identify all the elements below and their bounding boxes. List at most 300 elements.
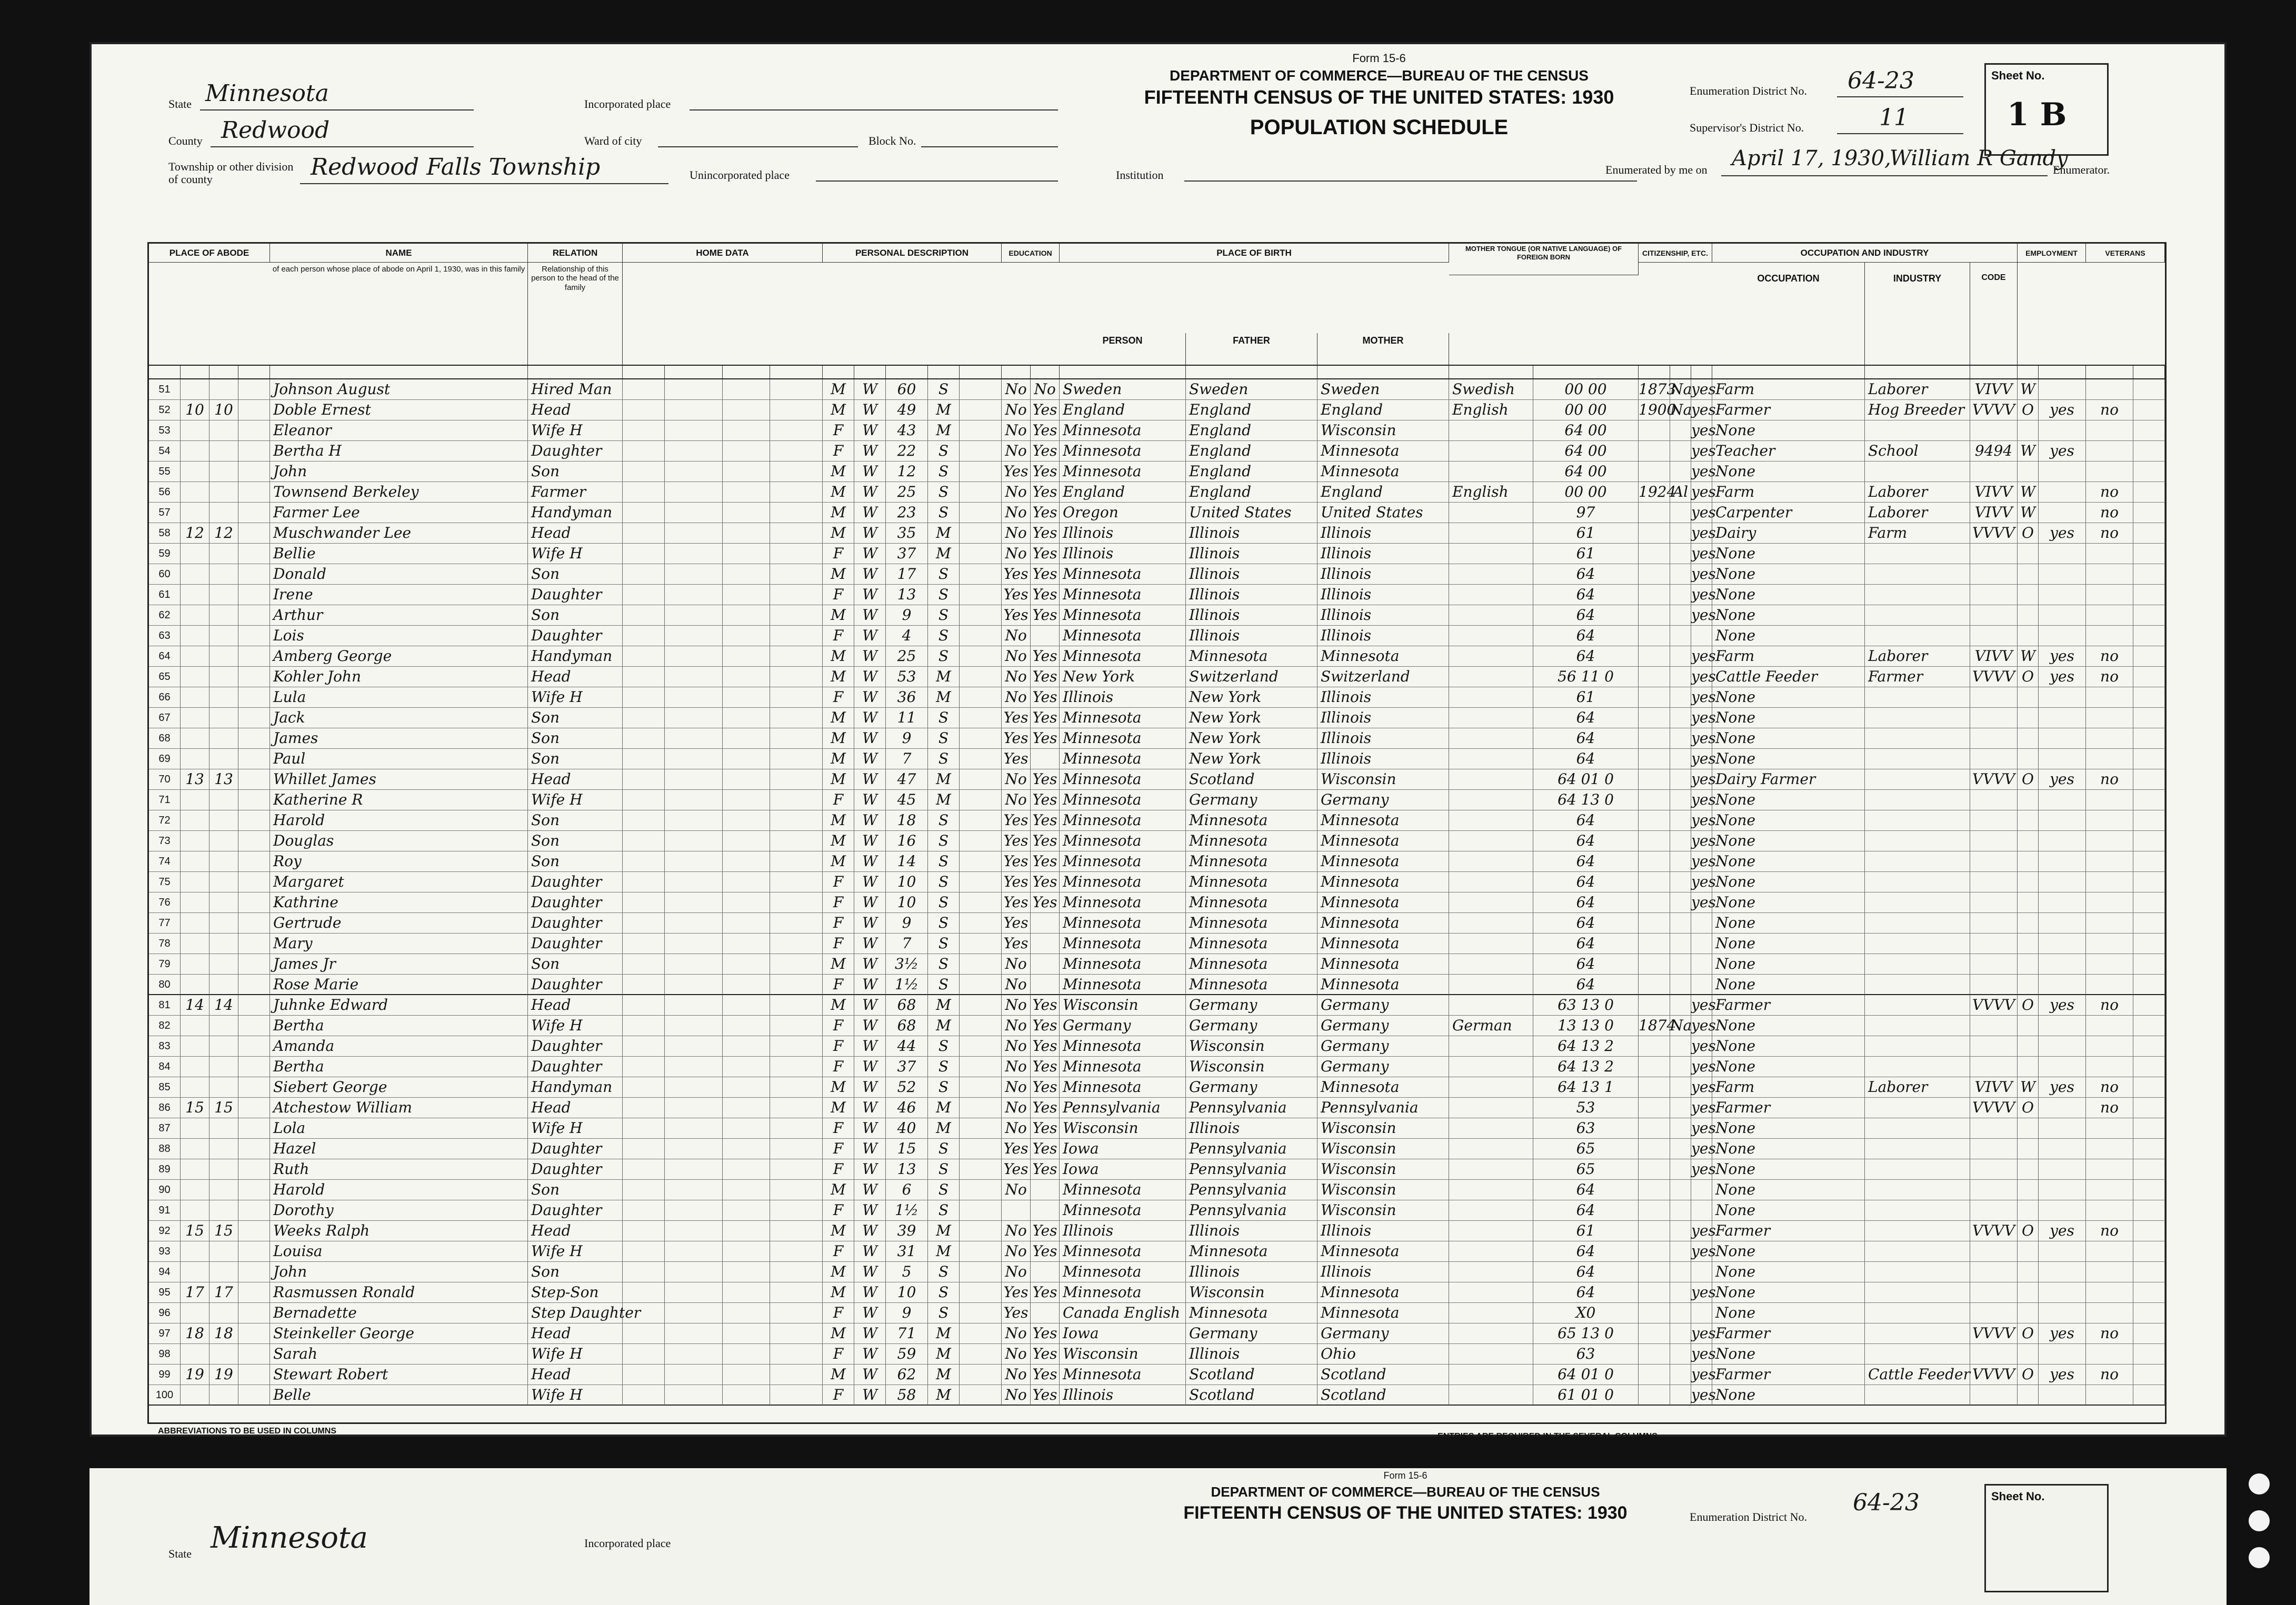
birth-code-cell: 63 13 0 bbox=[1533, 995, 1639, 1015]
industry-cell: Laborer bbox=[1865, 503, 1970, 523]
empty-cell bbox=[970, 934, 1002, 954]
school-cell: Yes bbox=[1002, 851, 1031, 871]
sex-cell: M bbox=[823, 728, 854, 748]
occupation-cell: Farmer bbox=[1712, 1098, 1865, 1118]
age-cell: 1½ bbox=[886, 1200, 928, 1220]
mother-birthplace-cell: Illinois bbox=[1317, 728, 1449, 748]
employed-cell bbox=[2039, 1057, 2086, 1077]
immigration-year-cell bbox=[1639, 934, 1670, 954]
race-cell: W bbox=[854, 892, 886, 912]
read-write-cell: Yes bbox=[1031, 728, 1060, 748]
class-of-worker-cell bbox=[2018, 1344, 2039, 1364]
relation-cell: Handyman bbox=[528, 503, 623, 523]
person-name-cell: James Jr bbox=[270, 954, 528, 974]
father-birthplace-cell: Pennsylvania bbox=[1186, 1200, 1317, 1220]
column-number-cell bbox=[528, 366, 623, 378]
sex-cell: F bbox=[823, 420, 854, 440]
employed-cell bbox=[2039, 1262, 2086, 1282]
empty-cell bbox=[723, 605, 770, 625]
line-number-cell: 92 bbox=[149, 1221, 181, 1241]
empty-cell bbox=[238, 1180, 270, 1200]
speaks-english-cell: yes bbox=[1691, 420, 1712, 440]
person-name-cell: Doble Ernest bbox=[270, 400, 528, 420]
father-birthplace-cell: Minnesota bbox=[1186, 934, 1317, 954]
empty-cell bbox=[623, 1323, 665, 1343]
empty-cell bbox=[2133, 1344, 2165, 1364]
empty-cell bbox=[2133, 564, 2165, 584]
dwelling-number-cell bbox=[181, 892, 209, 912]
school-cell: Yes bbox=[1002, 1303, 1031, 1323]
school-cell: Yes bbox=[1002, 708, 1031, 728]
empty-cell bbox=[623, 1241, 665, 1261]
person-name-cell: Whillet James bbox=[270, 769, 528, 789]
class-of-worker-cell bbox=[2018, 544, 2039, 564]
school-cell: No bbox=[1002, 482, 1031, 502]
immigration-year-cell bbox=[1639, 1241, 1670, 1261]
block-label: Block No. bbox=[869, 134, 916, 147]
birthplace-cell: Minnesota bbox=[1060, 913, 1186, 933]
birthplace-cell: Minnesota bbox=[1060, 728, 1186, 748]
mother-tongue-cell bbox=[1449, 954, 1533, 974]
line-number-cell: 66 bbox=[149, 687, 181, 707]
column-number-cell bbox=[2133, 366, 2165, 378]
line-number-cell: 52 bbox=[149, 400, 181, 420]
empty-cell bbox=[723, 769, 770, 789]
line-number-cell: 56 bbox=[149, 482, 181, 502]
industry-column: INDUSTRY bbox=[1865, 263, 1970, 365]
naturalization-cell: Na bbox=[1670, 379, 1691, 399]
immigration-year-cell bbox=[1639, 708, 1670, 728]
dwelling-number-cell: 17 bbox=[181, 1282, 209, 1302]
mother-tongue-cell bbox=[1449, 1036, 1533, 1056]
age-cell: 25 bbox=[886, 646, 928, 666]
empty-cell bbox=[238, 646, 270, 666]
empty-cell bbox=[238, 564, 270, 584]
read-write-cell: Yes bbox=[1031, 420, 1060, 440]
race-cell: W bbox=[854, 441, 886, 461]
immigration-year-cell bbox=[1639, 462, 1670, 482]
enum-district-value: 64-23 bbox=[1848, 67, 1914, 94]
sex-cell: M bbox=[823, 379, 854, 399]
person-name-cell: Dorothy bbox=[270, 1200, 528, 1220]
race-cell: W bbox=[854, 749, 886, 769]
empty-cell bbox=[2133, 400, 2165, 420]
empty-cell bbox=[623, 523, 665, 543]
mother-birthplace-cell: Minnesota bbox=[1317, 913, 1449, 933]
age-cell: 62 bbox=[886, 1365, 928, 1385]
empty-cell bbox=[238, 1016, 270, 1036]
empty-cell bbox=[623, 769, 665, 789]
class-of-worker-cell bbox=[2018, 851, 2039, 871]
read-write-cell: Yes bbox=[1031, 1221, 1060, 1241]
class-of-worker-cell bbox=[2018, 605, 2039, 625]
entries-title: ENTRIES ARE REQUIRED IN THE SEVERAL COLUMNS AS FOLLOWS: bbox=[1438, 1432, 1658, 1451]
empty-cell bbox=[723, 1385, 770, 1405]
race-cell: W bbox=[854, 687, 886, 707]
immigration-year-cell bbox=[1639, 1344, 1670, 1364]
occupation-cell: None bbox=[1712, 872, 1865, 892]
mother-birthplace-cell: Wisconsin bbox=[1317, 1180, 1449, 1200]
speaks-english-cell: yes bbox=[1691, 1344, 1712, 1364]
class-of-worker-cell bbox=[2018, 1303, 2039, 1323]
relation-cell: Head bbox=[528, 523, 623, 543]
mother-birthplace-cell: Minnesota bbox=[1317, 851, 1449, 871]
empty-cell bbox=[238, 954, 270, 974]
speaks-english-cell: yes bbox=[1691, 564, 1712, 584]
sheet-number-box bbox=[1984, 63, 2109, 156]
empty-cell bbox=[775, 400, 823, 420]
relation-cell: Son bbox=[528, 1262, 623, 1282]
empty-cell bbox=[775, 523, 823, 543]
father-birthplace-cell: Wisconsin bbox=[1186, 1057, 1317, 1077]
empty-cell bbox=[2133, 975, 2165, 995]
birth-code-cell: 64 bbox=[1533, 564, 1639, 584]
empty-cell bbox=[970, 975, 1002, 995]
line-number-cell: 94 bbox=[149, 1262, 181, 1282]
sex-cell: M bbox=[823, 831, 854, 851]
naturalization-cell bbox=[1670, 1200, 1691, 1220]
table-row bbox=[149, 1262, 2165, 1282]
industry-cell: Farm bbox=[1865, 523, 1970, 543]
empty-cell bbox=[970, 544, 1002, 564]
empty-cell bbox=[238, 749, 270, 769]
naturalization-cell bbox=[1670, 934, 1691, 954]
industry-cell bbox=[1865, 1282, 1970, 1302]
empty-cell bbox=[623, 1016, 665, 1036]
line-number-cell: 89 bbox=[149, 1159, 181, 1179]
industry-cell bbox=[1865, 585, 1970, 605]
empty-cell bbox=[723, 1323, 770, 1343]
dwelling-number-cell: 13 bbox=[181, 769, 209, 789]
marital-status-cell: M bbox=[928, 687, 960, 707]
sex-cell: F bbox=[823, 626, 854, 646]
father-birthplace-cell: Scotland bbox=[1186, 769, 1317, 789]
veteran-cell bbox=[2086, 1344, 2133, 1364]
industry-cell bbox=[1865, 1180, 1970, 1200]
naturalization-cell bbox=[1670, 1221, 1691, 1241]
school-cell: No bbox=[1002, 646, 1031, 666]
race-cell: W bbox=[854, 1282, 886, 1302]
table-row bbox=[149, 995, 2165, 1016]
employed-cell bbox=[2039, 749, 2086, 769]
family-number-cell bbox=[209, 831, 238, 851]
birthplace-cell: Minnesota bbox=[1060, 934, 1186, 954]
empty-cell bbox=[2133, 1098, 2165, 1118]
employed-cell bbox=[2039, 1180, 2086, 1200]
empty-cell bbox=[970, 1303, 1002, 1323]
birthplace-cell: Minnesota bbox=[1060, 1077, 1186, 1097]
table-row bbox=[149, 1200, 2165, 1221]
mother-tongue-cell bbox=[1449, 1282, 1533, 1302]
column-number-cell bbox=[1712, 366, 1865, 378]
mother-birthplace-cell: Germany bbox=[1317, 1016, 1449, 1036]
occupation-code-cell bbox=[1970, 605, 2018, 625]
birthplace-cell: Minnesota bbox=[1060, 975, 1186, 995]
occupation-code-cell: VIVV bbox=[1970, 503, 2018, 523]
birthplace-cell: Minnesota bbox=[1060, 585, 1186, 605]
empty-cell bbox=[623, 913, 665, 933]
race-cell: W bbox=[854, 379, 886, 399]
dwelling-number-cell bbox=[181, 954, 209, 974]
empty-cell bbox=[775, 687, 823, 707]
employed-cell bbox=[2039, 1282, 2086, 1302]
person-name-cell: Douglas bbox=[270, 831, 528, 851]
veteran-cell bbox=[2086, 687, 2133, 707]
column-number-cell bbox=[928, 366, 960, 378]
class-of-worker-cell: O bbox=[2018, 1365, 2039, 1385]
empty-cell bbox=[238, 544, 270, 564]
family-number-cell bbox=[209, 1200, 238, 1220]
dwelling-number-cell bbox=[181, 1159, 209, 1179]
birth-code-cell: 65 13 0 bbox=[1533, 1323, 1639, 1343]
speaks-english-cell: yes bbox=[1691, 831, 1712, 851]
empty-cell bbox=[665, 1098, 723, 1118]
form-number: Form 15-6 bbox=[1352, 52, 1406, 65]
sex-cell: F bbox=[823, 872, 854, 892]
age-cell: 11 bbox=[886, 708, 928, 728]
school-cell: Yes bbox=[1002, 728, 1031, 748]
occupation-code-cell bbox=[1970, 564, 2018, 584]
race-cell: W bbox=[854, 1385, 886, 1405]
empty-cell bbox=[775, 1098, 823, 1118]
occupation-cell: None bbox=[1712, 1241, 1865, 1261]
mother-tongue-cell bbox=[1449, 564, 1533, 584]
immigration-year-cell bbox=[1639, 851, 1670, 871]
empty-cell bbox=[723, 995, 770, 1015]
birth-code-cell: 64 bbox=[1533, 954, 1639, 974]
empty-cell bbox=[665, 462, 723, 482]
line-number-cell: 100 bbox=[149, 1385, 181, 1405]
empty-cell bbox=[970, 1241, 1002, 1261]
father-birthplace-cell: England bbox=[1186, 400, 1317, 420]
employed-cell: yes bbox=[2039, 667, 2086, 687]
sex-cell: M bbox=[823, 1221, 854, 1241]
family-number-cell: 10 bbox=[209, 400, 238, 420]
relation-cell: Step Daughter bbox=[528, 1303, 623, 1323]
empty-cell bbox=[970, 1036, 1002, 1056]
empty-cell bbox=[665, 1241, 723, 1261]
industry-cell bbox=[1865, 728, 1970, 748]
empty-cell bbox=[238, 1221, 270, 1241]
mother-tongue-cell bbox=[1449, 1262, 1533, 1282]
empty-cell bbox=[775, 851, 823, 871]
school-cell: No bbox=[1002, 1098, 1031, 1118]
read-write-cell: Yes bbox=[1031, 769, 1060, 789]
column-number-cell bbox=[2039, 366, 2086, 378]
father-birthplace-cell: Germany bbox=[1186, 1323, 1317, 1343]
employed-cell bbox=[2039, 687, 2086, 707]
group-employment: EMPLOYMENT bbox=[2018, 244, 2086, 263]
empty-cell bbox=[238, 1077, 270, 1097]
race-cell: W bbox=[854, 523, 886, 543]
employed-cell: yes bbox=[2039, 1077, 2086, 1097]
empty-cell bbox=[775, 1118, 823, 1138]
age-cell: 59 bbox=[886, 1344, 928, 1364]
empty-cell bbox=[2133, 544, 2165, 564]
speaks-english-cell: yes bbox=[1691, 1159, 1712, 1179]
marital-status-cell: S bbox=[928, 810, 960, 830]
empty-cell bbox=[238, 1159, 270, 1179]
mother-column: MOTHER bbox=[1317, 333, 1449, 365]
empty-cell bbox=[238, 1385, 270, 1405]
empty-cell bbox=[970, 1282, 1002, 1302]
immigration-year-cell bbox=[1639, 1057, 1670, 1077]
empty-cell bbox=[238, 1057, 270, 1077]
sex-cell: M bbox=[823, 954, 854, 974]
marital-status-cell: M bbox=[928, 769, 960, 789]
relation-cell: Son bbox=[528, 1180, 623, 1200]
speaks-english-cell bbox=[1691, 626, 1712, 646]
race-cell: W bbox=[854, 420, 886, 440]
occupation-cell: None bbox=[1712, 564, 1865, 584]
line-number-cell: 65 bbox=[149, 667, 181, 687]
veteran-cell bbox=[2086, 379, 2133, 399]
empty-cell bbox=[970, 913, 1002, 933]
column-number-cell bbox=[854, 366, 886, 378]
read-write-cell: Yes bbox=[1031, 1344, 1060, 1364]
sheet-label: Sheet No. bbox=[1991, 69, 2045, 82]
sex-cell: M bbox=[823, 667, 854, 687]
enumerator-name: William R Gandy bbox=[1890, 146, 2068, 170]
immigration-year-cell bbox=[1639, 749, 1670, 769]
veteran-cell bbox=[2086, 913, 2133, 933]
empty-cell bbox=[775, 1385, 823, 1405]
age-cell: 60 bbox=[886, 379, 928, 399]
birthplace-cell: Minnesota bbox=[1060, 892, 1186, 912]
father-birthplace-cell: Minnesota bbox=[1186, 975, 1317, 995]
mother-birthplace-cell: Illinois bbox=[1317, 708, 1449, 728]
school-cell: No bbox=[1002, 1118, 1031, 1138]
line-number-cell: 95 bbox=[149, 1282, 181, 1302]
veteran-cell bbox=[2086, 564, 2133, 584]
line-number-cell: 82 bbox=[149, 1016, 181, 1036]
line-number-cell: 67 bbox=[149, 708, 181, 728]
birthplace-cell: Iowa bbox=[1060, 1323, 1186, 1343]
employed-cell bbox=[2039, 1385, 2086, 1405]
birth-code-cell: 64 13 0 bbox=[1533, 790, 1639, 810]
empty-cell bbox=[665, 892, 723, 912]
school-cell: Yes bbox=[1002, 462, 1031, 482]
speaks-english-cell: yes bbox=[1691, 749, 1712, 769]
empty-cell bbox=[238, 769, 270, 789]
dwelling-number-cell bbox=[181, 1344, 209, 1364]
speaks-english-cell: yes bbox=[1691, 708, 1712, 728]
dwelling-number-cell bbox=[181, 1180, 209, 1200]
empty-cell bbox=[723, 1118, 770, 1138]
mother-birthplace-cell: Switzerland bbox=[1317, 667, 1449, 687]
empty-cell bbox=[2133, 913, 2165, 933]
occupation-cell: None bbox=[1712, 1159, 1865, 1179]
mother-tongue-cell bbox=[1449, 1241, 1533, 1261]
occupation-code-cell bbox=[1970, 728, 2018, 748]
race-cell: W bbox=[854, 1344, 886, 1364]
empty-cell bbox=[723, 1262, 770, 1282]
naturalization-cell bbox=[1670, 831, 1691, 851]
empty-cell bbox=[238, 523, 270, 543]
empty-cell bbox=[970, 605, 1002, 625]
empty-cell bbox=[665, 872, 723, 892]
read-write-cell: Yes bbox=[1031, 687, 1060, 707]
employed-cell: yes bbox=[2039, 995, 2086, 1015]
occupation-cell: None bbox=[1712, 1016, 1865, 1036]
marital-status-cell: S bbox=[928, 954, 960, 974]
class-of-worker-cell bbox=[2018, 831, 2039, 851]
empty-cell bbox=[665, 1323, 723, 1343]
veteran-cell bbox=[2086, 1385, 2133, 1405]
speaks-english-cell: yes bbox=[1691, 523, 1712, 543]
occupation-code-cell bbox=[1970, 810, 2018, 830]
mother-birthplace-cell: Germany bbox=[1317, 995, 1449, 1015]
mother-birthplace-cell: Illinois bbox=[1317, 523, 1449, 543]
table-row bbox=[149, 400, 2165, 420]
mother-tongue-cell bbox=[1449, 790, 1533, 810]
empty-cell bbox=[775, 564, 823, 584]
mother-tongue-cell bbox=[1449, 585, 1533, 605]
marital-status-cell: S bbox=[928, 1303, 960, 1323]
race-cell: W bbox=[854, 831, 886, 851]
family-number-cell bbox=[209, 1077, 238, 1097]
class-of-worker-cell bbox=[2018, 1139, 2039, 1159]
person-name-cell: Mary bbox=[270, 934, 528, 954]
mother-birthplace-cell: Illinois bbox=[1317, 749, 1449, 769]
family-number-cell bbox=[209, 1180, 238, 1200]
empty-cell bbox=[2133, 1036, 2165, 1056]
birthplace-cell: Minnesota bbox=[1060, 1180, 1186, 1200]
father-birthplace-cell: Wisconsin bbox=[1186, 1282, 1317, 1302]
relation-cell: Daughter bbox=[528, 1139, 623, 1159]
group-home-data: HOME DATA bbox=[623, 244, 823, 263]
father-birthplace-cell: England bbox=[1186, 482, 1317, 502]
empty-cell bbox=[723, 585, 770, 605]
class-of-worker-cell: W bbox=[2018, 441, 2039, 461]
mother-tongue-cell bbox=[1449, 667, 1533, 687]
empty-cell bbox=[2133, 831, 2165, 851]
family-number-cell bbox=[209, 1057, 238, 1077]
sex-cell: M bbox=[823, 1262, 854, 1282]
employed-cell bbox=[2039, 1036, 2086, 1056]
mother-birthplace-cell: Minnesota bbox=[1317, 1303, 1449, 1323]
employed-cell bbox=[2039, 954, 2086, 974]
read-write-cell: Yes bbox=[1031, 523, 1060, 543]
mother-birthplace-cell: Germany bbox=[1317, 1323, 1449, 1343]
class-of-worker-cell bbox=[2018, 626, 2039, 646]
occupation-code-cell bbox=[1970, 1200, 2018, 1220]
empty-cell bbox=[970, 1098, 1002, 1118]
empty-cell bbox=[775, 934, 823, 954]
dwelling-number-cell bbox=[181, 708, 209, 728]
empty-cell bbox=[970, 1385, 1002, 1405]
occupation-cell: Farmer bbox=[1712, 1365, 1865, 1385]
mother-birthplace-cell: Wisconsin bbox=[1317, 1118, 1449, 1138]
school-cell: Yes bbox=[1002, 585, 1031, 605]
occupation-code-cell bbox=[1970, 708, 2018, 728]
birthplace-cell: Germany bbox=[1060, 1016, 1186, 1036]
empty-cell bbox=[775, 605, 823, 625]
veteran-cell bbox=[2086, 585, 2133, 605]
veteran-cell bbox=[2086, 441, 2133, 461]
group-relation: RELATION bbox=[528, 244, 623, 263]
birth-code-cell: 61 bbox=[1533, 1221, 1639, 1241]
veteran-cell: no bbox=[2086, 1098, 2133, 1118]
mother-birthplace-cell: Minnesota bbox=[1317, 441, 1449, 461]
empty-cell bbox=[623, 544, 665, 564]
empty-cell bbox=[723, 1139, 770, 1159]
group-tongue: MOTHER TONGUE (OR NATIVE LANGUAGE) OF FOREIGN BORN bbox=[1449, 244, 1639, 275]
immigration-year-cell bbox=[1639, 585, 1670, 605]
immigration-year-cell bbox=[1639, 1385, 1670, 1405]
industry-cell bbox=[1865, 1303, 1970, 1323]
line-number-cell: 98 bbox=[149, 1344, 181, 1364]
